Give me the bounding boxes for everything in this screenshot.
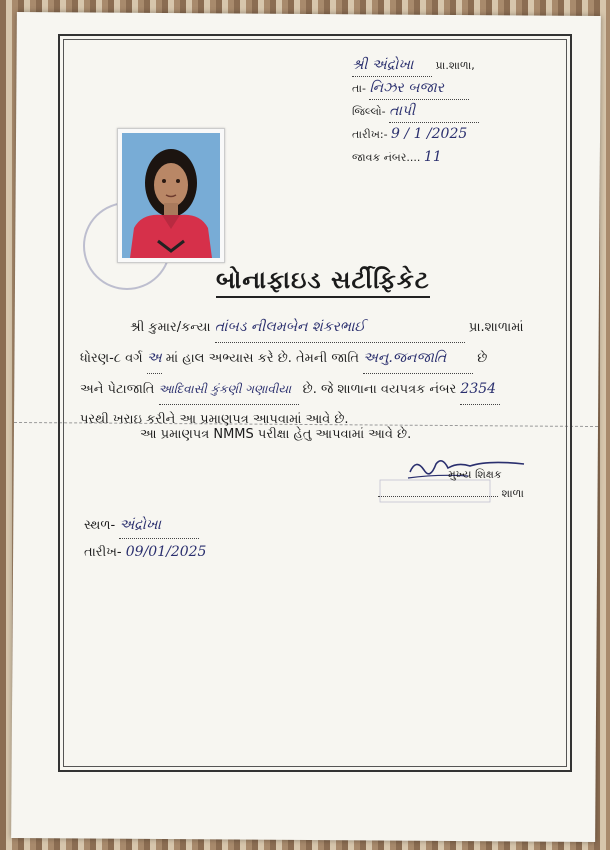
caste-suffix: છે [477,351,488,366]
header-date-row [352,123,479,146]
subcaste-value: આદિવાસી કુંકણી ગણાવીયા [159,374,299,405]
body-line-1 [80,312,555,343]
class-middle: માં હાલ અભ્યાસ કરે છે. તેમની જાતિ [165,351,359,366]
head-teacher-signature [378,454,538,510]
class-prefix: ધોરણ-૮ વર્ગ [80,351,143,366]
register-number: 2354 [460,374,500,405]
outward-value: 11 [423,149,442,165]
school-name-row [352,54,479,77]
district-value: તાપી [389,100,479,123]
certificate-title: બોનાફાઇડ સર્ટીફિકેટ [216,266,430,298]
signature-school-dots [378,496,498,497]
school-header [352,54,479,169]
school-suffix: પ્રા.શાળા, [435,59,475,72]
body-line-2 [80,343,555,374]
taluka-value: નિઝર બજાર [369,77,469,100]
taluka-row [352,77,479,100]
district-label: જિલ્લો- [352,105,386,118]
school-suffix-body: પ્રા.શાળામાં [468,320,524,335]
header-date-value: 9 / 1 /2025 [391,126,468,142]
student-prefix: શ્રી કુમાર/કન્યા [130,320,211,335]
class-division: અ [147,343,162,374]
place-date-block [84,512,206,566]
head-teacher-label: મુખ્ય શિક્ષક [448,468,502,481]
outward-row [352,146,479,169]
taluka-label: તા- [352,82,366,95]
signature-school-suffix: શાળા [501,487,524,500]
student-photo-image [122,133,220,258]
caste-value: અનુ.જનજાતિ [363,343,473,374]
place-value: અંદ્રોખા [119,512,199,539]
student-name: તાંબડ નીલમબેન શંકરભાઈ [215,312,465,343]
outward-label: જાવક નંબર.... [352,151,421,164]
body-line-3 [80,374,555,405]
district-row [352,100,479,123]
footer-date-label: તારીખ- [84,545,122,560]
register-middle: છે. જે શાળાના વયપત્રક નંબર [302,382,457,397]
subcaste-prefix: અને પેટાજાતિ [80,382,155,397]
nmms-purpose-line: આ પ્રમાણપત્ર NMMS પરીક્ષા હેતુ આપવામાં આવે છે. [140,427,412,442]
student-photo [117,128,225,263]
body-line-4: પરથી ખરાઇ કરીને આ પ્રમાણપત્ર આપવામાં આવે છે. [80,412,349,427]
certificate-body [80,312,555,435]
school-name: શ્રી અંદ્રોખા [352,54,432,77]
header-date-label: તારીખ:- [352,128,388,141]
footer-date-row [84,539,206,566]
place-row [84,512,206,539]
footer-date-value: 09/01/2025 [125,544,207,560]
signature-school-line [378,487,524,501]
place-label: સ્થળ- [84,518,116,533]
